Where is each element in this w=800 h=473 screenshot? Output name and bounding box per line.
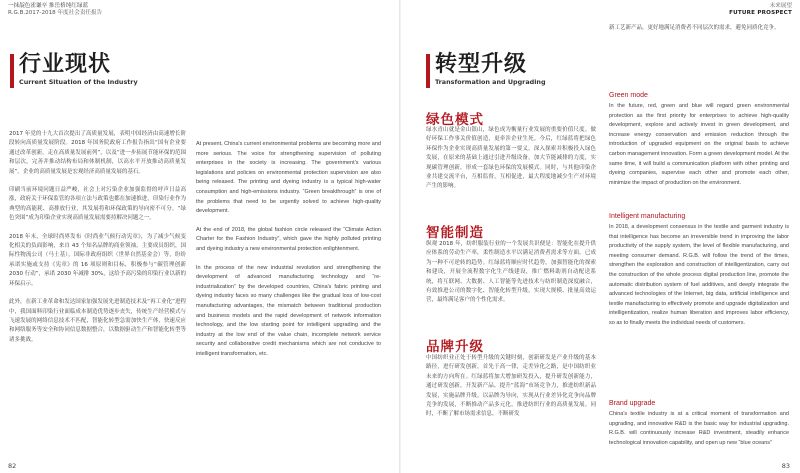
page-title-english: Transformation and Upgrading (435, 78, 546, 86)
page-title: 转型升级 (435, 51, 528, 77)
page-number: 83 (781, 462, 790, 470)
left-running-header (8, 3, 102, 17)
right-running-header (729, 3, 792, 17)
left-title-block (10, 52, 138, 88)
header-slogan: 一抹靛色雀谦卒 推岳格纯红绿蓝 (8, 3, 89, 9)
right-title-block (426, 52, 546, 88)
green-mode-en-text: In the future, red, green and blue will regard green environmental protection as the first priority for enterprises to achieve high-quality development, explore and actively invest in green development, and increase energy conservation and emission reduction through the introduction of upgraded equipment on the original basis to achieve carbon management innovation. Form a green development model. At the same time, it will build a communication platform with other printing and dyeing companies, supervise each other and promote each other, minimize the impact of production on the environment. (609, 103, 789, 186)
left-english-column (196, 140, 381, 368)
paragraph: At the end of 2018, the global fashion circle released the “Climate Action Charter for the Fashion Industry”, which gave the highly polluted printing and dyeing industry a new environmental protection enlightenment. (196, 226, 381, 252)
header-section-cn: 未来展望 (769, 3, 792, 9)
left-chinese-column (9, 130, 186, 354)
title-accent-bar (10, 54, 14, 88)
intelligent-manufacturing-cn-text: 纵观 2018 年，纺织服装行业的一个发展共识便是：智能化在提升供应体系的劳动生产率，柔性制造水平以满足消费者需求等方面，已成为一种不可逆转的趋势。红绿蓝将顺应时代趋势，加强智能化的探索和建设，开展全流程数字化生产线建设，推广燃料助剂自动配送系统，将互联网、大数据、人工智能等先进技术与纺织制造深度融合，有效推进公司的数字化、智能化转型升级，实现大规模、批量高效运营，最终满足客户的个性化需求。 (426, 241, 596, 304)
page-number: 82 (8, 462, 17, 470)
page-title: 行业现状 (19, 51, 112, 77)
paragraph: 2017 年党的十九大首次提出了高质量发展，表明中国经济由高速增长阶段转向高质量发展阶段。2018 年国务院政府工作报告指出“国有企业要通过改革创新，走在高质量发展前列”，以及“进一步拓展节能环保的范围和层次，完善并推动结构布局和体制机制，以高水平开放推动高质量发展”。企业的高质量发展是宏观经济高质量发展的基石。 (9, 131, 186, 175)
continuation-cn-text: 新工艺新产品，更好地满足消费者不同层次的需求，避免同质化竞争。 (609, 25, 780, 31)
page-title-english: Current Situation of the Industry (19, 78, 138, 86)
section-title-brand-upgrade: 品牌升级 (426, 339, 484, 355)
paragraph: At present, China's current environmental problems are becoming more and more serious. The voice for strengthening supervision of polluting enterprises in the society is increasing. The government's various legislations and policies on environmental protection supervision are also being released. The printing and dyeing industry is a typical high-water consumption and high-emissions industry. “Green breakthrough” is one of the problems that need to be urgently solved to achieve high-quality development. (196, 141, 381, 215)
section-title-green-mode-en: Green mode (609, 92, 648, 99)
section-title-intelligent-manufacturing: 智能制造 (426, 225, 484, 241)
green-mode-cn-text: 绿水青山就是金山银山，绿色成为衡量行业发展的重要价值尺度。做好环保工作事关价值创造，更牵涉企业生死。今后，红绿蓝将把绿色环保作为企业实现高质量发展的第一要义，深入探索并积极投入绿色发展，在原来的基础上通过引进升级设备，加大节能减排的力度，实现碳管理创新，形成一套绿色环保的发展模式。同时，与其他印染企业共建交流平台，互相监督，互相促进，最大程度地减少生产对环境产生的影响。 (426, 127, 596, 190)
intelligent-manufacturing-en-text: In 2018, a development consensus in the textile and garment industry is that intelligence has become an irreversible trend in improving the labor productivity of the supply system, the level of flexible manufacturing, and meeting consumer demand. R.G.B. will follow the trend of the times, strengthen the exploration and construction of intelligentization, carry out the construction of the whole process digital production line, promote the automatic distribution system of fuel additives, and deeply integrate the advanced technologies of the Internet, big data, artificial intelligence and textile manufacturing to effectively promote and upgrade digitalization and intelligentization, realize human liberation and improves labor efficiency, so as to finally meets the individual needs of customers. (609, 224, 789, 326)
section-title-green-mode: 绿色模式 (426, 112, 484, 128)
paragraph: 印刷当前环境问题日益严峻，社会上对污染企业加强监督的呼声日益高涨，政府关于环保监管的各项立法与政策也都在加速推进，印染行业作为典型的高能耗、高排放行业，其发展将和环保政策的导向密不可分。“绿色突围”成为印染企业实现高质量发展需要持解决问题之一。 (9, 187, 186, 222)
paragraph: 2018 年末，全球时尚界发布《时尚业气候行动宪章》，为了减少气候变化相关的负面影响，来自 43 个知名品牌的商业领袖，主要成员组织，国际性物流公司（马士基），国际非政府组织（世界自然基金会）等，纷纷承诺实施或支持《宪章》的 16 项原则和目标，积极参与“碳管理创新 2030 行动”，承诺 2030 年减排 30%，这给予高污染的印染行业以新的环保启示。 (9, 233, 186, 287)
header-section-en: FUTURE PROSPECT (729, 10, 792, 16)
section-title-intelligent-manufacturing-en: Intelligent manufacturing (609, 213, 686, 220)
paragraph: 此外，在新工业革命和发达国家加强发展先进制造技术及“再工业化”进程中，我国面料印染行业面临成本制造优势逐步丧失，传统生产经营模式与飞速发展的网络信息技术不匹配，智能化转型急需加快生产体，快速反应和网络服务等安全和协同信息数据整合，以数据驱动生产和智能化转型等诸多挑战。 (9, 299, 186, 343)
right-page (400, 0, 800, 473)
paragraph: In the process of the new industrial revolution and strengthening the development of advanced manufacturing technology and “re-industrialization” by the developed countries, China's fabric printing and dyeing industry faces so many challenges like the gradual loss of low-cost manufacturing advantages, the mismatch between traditional production and business models and the rapid development of network information technology, and the low starting point for intelligent upgrading and the industry at the low end of the value chain, incomplete network service security and collaborative credit mechanisms which are not conducive to intelligent transformation, etc. (196, 264, 381, 357)
header-report-title: R.G.B.2017-2018 年度社会责任报告 (8, 10, 103, 16)
brand-upgrade-cn-text: 中国纺织业正处于转型升级的关键时刻，创新研发是产业升级的基本路径，进行研发创新，首先于高一律，走差异化之路，是中国纺织业未来的方向所在。红绿蓝将加大增加研发投入，提升研发创新能力，通过研发创新，开发新产品、提升“蓝海”市场竞争力，推进纺织新品发展，实施品牌升级。以品牌为导向，实现从行业差异化竞争向品牌竞争的发展，不断推动产品多元化，推进纺织行业的高质量发展。同时，不断了解市场需求信息，不断研发 (426, 355, 596, 418)
section-title-brand-upgrade-en: Brand upgrade (609, 400, 656, 407)
title-accent-bar (426, 54, 430, 88)
brand-upgrade-en-text: China's textile industry is at a critical moment of transformation and upgrading, and innovative R&D is the basic way for industrial upgrading. R.G.B. will continuously increase R&D investment, steadily enhance technological innovation capability, and open up new “blue oceans” (609, 411, 789, 446)
